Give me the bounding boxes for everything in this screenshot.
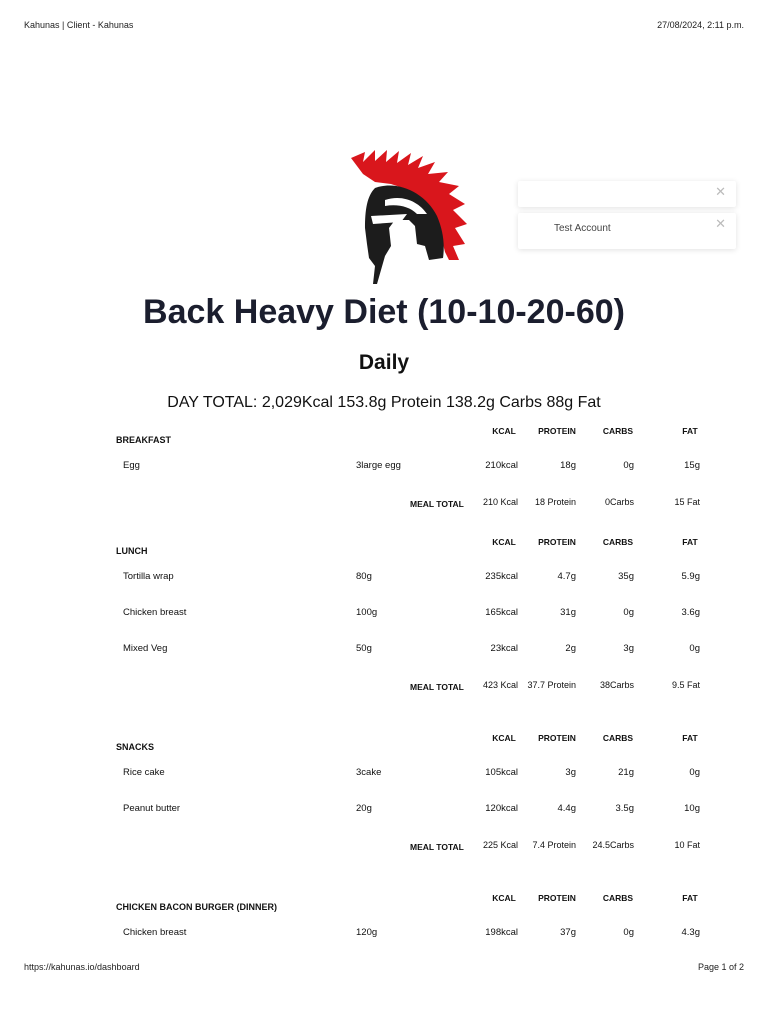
meal-total-protein: 18 Protein (534, 497, 576, 507)
food-protein: 4.7g (557, 571, 576, 582)
meal-total-protein: 7.4 Protein (532, 840, 576, 850)
meal-total-carbs: 38Carbs (599, 680, 634, 690)
meal-title: BREAKFAST (116, 435, 172, 445)
meal-total-kcal: 210 Kcal (482, 497, 518, 507)
food-carbs: 35g (618, 571, 634, 582)
food-name: Chicken breast (123, 607, 187, 618)
food-kcal: 210kcal (485, 460, 518, 471)
food-protein: 18g (560, 460, 576, 471)
food-amount: 20g (356, 803, 372, 814)
meal-total-kcal: 423 Kcal (482, 680, 518, 690)
meal-total-fat: 10 Fat (674, 840, 700, 850)
column-header-protein: PROTEIN (538, 893, 576, 903)
food-carbs: 21g (618, 767, 634, 778)
food-protein: 37g (560, 927, 576, 938)
food-protein: 4.4g (557, 803, 576, 814)
print-timestamp: 27/08/2024, 2:11 p.m. (657, 20, 744, 30)
food-fat: 0g (689, 643, 700, 654)
food-fat: 5.9g (681, 571, 700, 582)
food-amount: 100g (356, 607, 378, 618)
food-name: Tortilla wrap (123, 571, 174, 582)
print-footer (24, 962, 744, 974)
meal-total-label: MEAL TOTAL (410, 842, 464, 852)
meal-total-carbs: 0Carbs (604, 497, 634, 507)
browser-page-title: Kahunas | Client - Kahunas (24, 20, 134, 30)
meal-total-label: MEAL TOTAL (410, 499, 464, 509)
food-amount: 3cake (356, 767, 382, 778)
food-kcal: 165kcal (485, 607, 518, 618)
food-kcal: 120kcal (485, 803, 518, 814)
close-icon[interactable]: ✕ (715, 184, 726, 199)
food-amount: 120g (356, 927, 378, 938)
page-url: https://kahunas.io/dashboard (24, 962, 140, 972)
column-header-carbs: CARBS (602, 733, 634, 743)
column-header-fat: FAT (682, 537, 698, 547)
meal-title: CHICKEN BACON BURGER (DINNER) (116, 902, 277, 912)
food-fat: 10g (684, 803, 700, 814)
food-kcal: 235kcal (485, 571, 518, 582)
food-fat: 0g (689, 767, 700, 778)
column-header-kcal: KCAL (492, 893, 516, 903)
food-protein: 2g (565, 643, 576, 654)
food-carbs: 0g (623, 927, 634, 938)
food-fat: 4.3g (681, 927, 700, 938)
column-header-kcal: KCAL (492, 537, 516, 547)
column-header-carbs: CARBS (602, 426, 634, 436)
column-header-protein: PROTEIN (538, 426, 576, 436)
notification-text: Test Account (554, 223, 611, 234)
food-name: Rice cake (123, 767, 165, 778)
plan-subtitle: Daily (358, 351, 410, 374)
food-name: Peanut butter (123, 803, 181, 814)
meal-total-fat: 9.5 Fat (671, 680, 700, 690)
meal-title: LUNCH (116, 546, 148, 556)
column-header-protein: PROTEIN (538, 733, 576, 743)
food-amount: 50g (356, 643, 372, 654)
column-header-kcal: KCAL (492, 426, 516, 436)
column-header-kcal: KCAL (492, 733, 516, 743)
food-amount: 3large egg (356, 460, 401, 471)
food-carbs: 0g (623, 607, 634, 618)
food-carbs: 3g (623, 643, 634, 654)
food-fat: 3.6g (681, 607, 700, 618)
plan-title: Back Heavy Diet (10-10-20-60) (143, 293, 625, 331)
meal-total-fat: 15 Fat (674, 497, 700, 507)
column-header-fat: FAT (682, 893, 698, 903)
food-protein: 31g (560, 607, 576, 618)
meal-title: SNACKS (116, 742, 155, 752)
column-header-carbs: CARBS (602, 537, 634, 547)
column-header-protein: PROTEIN (538, 537, 576, 547)
meal-total-carbs: 24.5Carbs (592, 840, 634, 850)
food-kcal: 198kcal (485, 927, 518, 938)
food-name: Egg (123, 460, 140, 471)
food-carbs: 3.5g (615, 803, 634, 814)
day-total: DAY TOTAL: 2,029Kcal 153.8g Protein 138.2g Carbs 88g Fat (167, 394, 601, 411)
food-kcal: 105kcal (485, 767, 518, 778)
column-header-carbs: CARBS (602, 893, 634, 903)
food-fat: 15g (684, 460, 700, 471)
food-amount: 80g (356, 571, 372, 582)
meal-total-kcal: 225 Kcal (482, 840, 518, 850)
food-carbs: 0g (623, 460, 634, 471)
page-indicator: Page 1 of 2 (697, 962, 744, 972)
food-name: Chicken breast (123, 927, 187, 938)
column-header-fat: FAT (682, 426, 698, 436)
meal-total-label: MEAL TOTAL (410, 682, 464, 692)
food-name: Mixed Veg (123, 643, 168, 654)
food-protein: 3g (565, 767, 576, 778)
close-icon[interactable]: ✕ (715, 216, 726, 231)
food-kcal: 23kcal (490, 643, 518, 654)
column-header-fat: FAT (682, 733, 698, 743)
meal-total-protein: 37.7 Protein (527, 680, 576, 690)
